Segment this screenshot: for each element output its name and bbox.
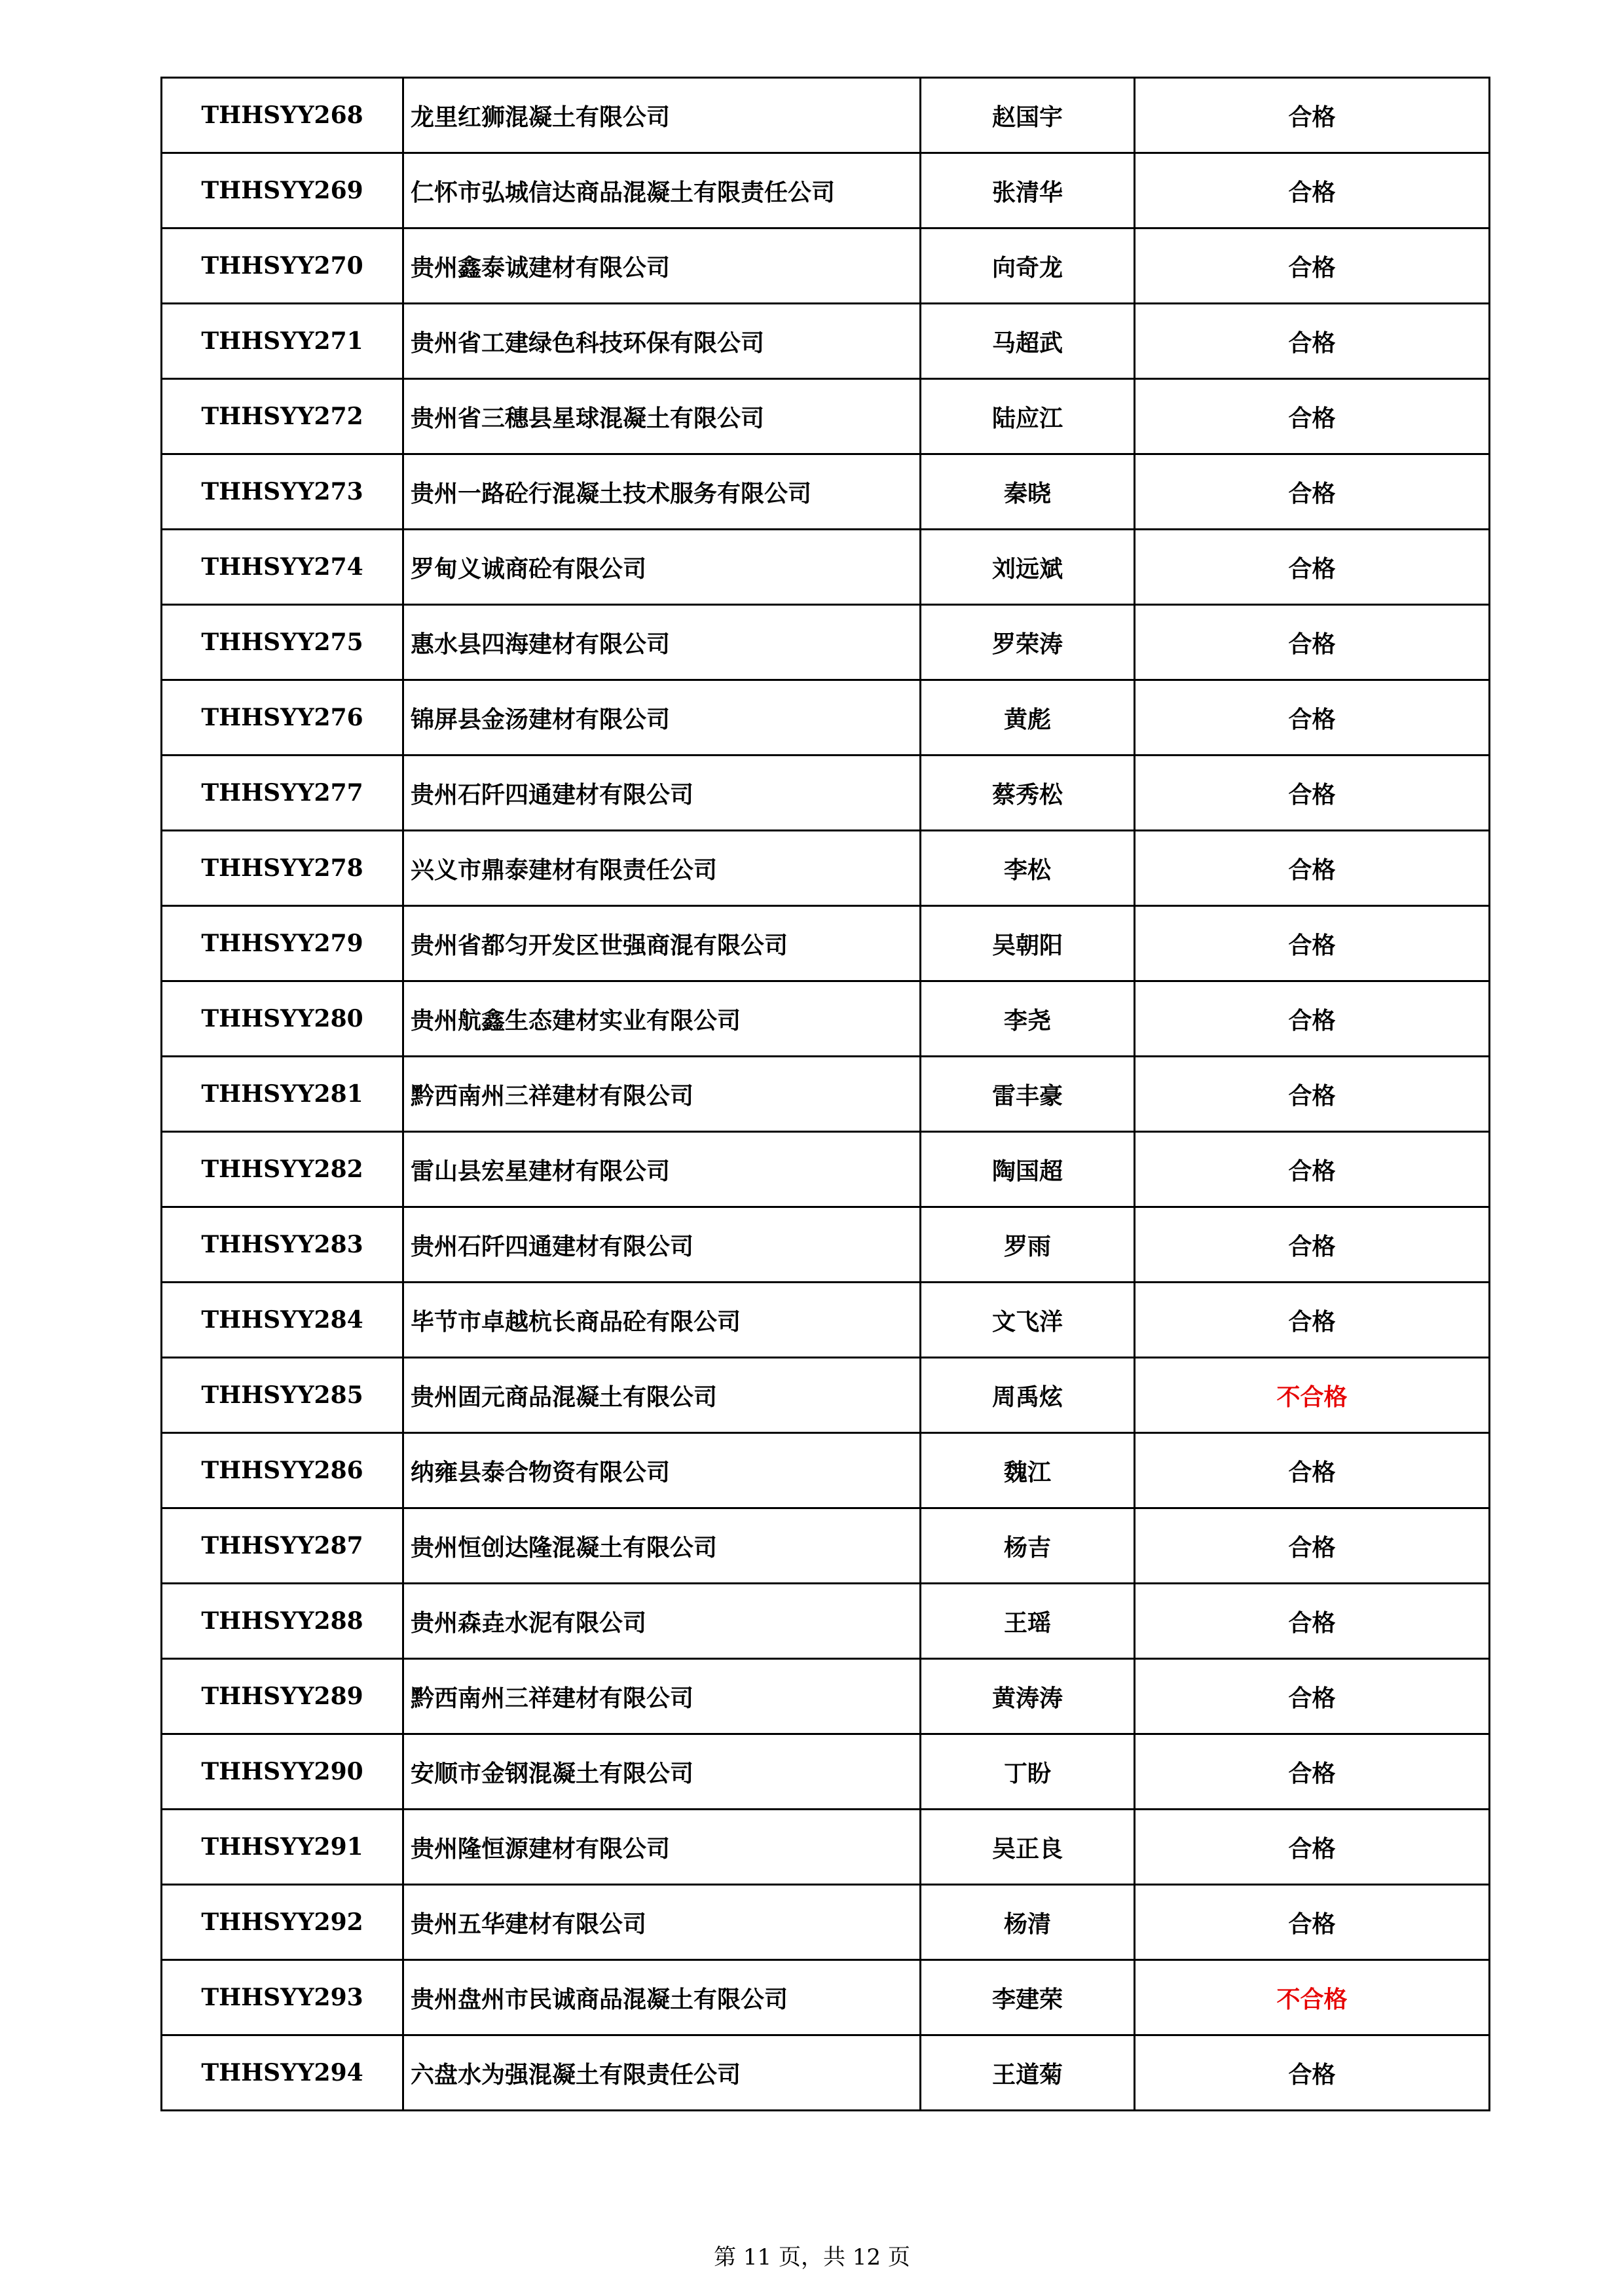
table-row: [162, 906, 1490, 981]
result-cell: 不合格: [1135, 1358, 1490, 1433]
result-cell: 合格: [1135, 1584, 1490, 1659]
table-row: [162, 379, 1490, 454]
code-cell: THHSYY274: [162, 530, 403, 605]
company-cell: 毕节市卓越杭长商品砼有限公司: [403, 1283, 921, 1358]
table-row: [162, 1358, 1490, 1433]
code-cell: THHSYY281: [162, 1057, 403, 1132]
table-row: [162, 1057, 1490, 1132]
company-cell: 贵州一路砼行混凝土技术服务有限公司: [403, 454, 921, 530]
company-cell: 安顺市金钢混凝土有限公司: [403, 1734, 921, 1810]
person-cell: 吴朝阳: [921, 906, 1135, 981]
code-cell: THHSYY291: [162, 1810, 403, 1885]
table-row: [162, 1734, 1490, 1810]
company-cell: 雷山县宏星建材有限公司: [403, 1132, 921, 1207]
code-cell: THHSYY280: [162, 981, 403, 1057]
person-cell: 王瑶: [921, 1584, 1135, 1659]
company-cell: 贵州石阡四通建材有限公司: [403, 1207, 921, 1283]
person-cell: 秦晓: [921, 454, 1135, 530]
result-cell: 合格: [1135, 1207, 1490, 1283]
company-cell: 贵州固元商品混凝土有限公司: [403, 1358, 921, 1433]
table-row: [162, 1132, 1490, 1207]
result-cell: 合格: [1135, 756, 1490, 831]
table-row: [162, 1207, 1490, 1283]
table-row: [162, 1433, 1490, 1508]
person-cell: 杨吉: [921, 1508, 1135, 1584]
code-cell: THHSYY273: [162, 454, 403, 530]
person-cell: 黄彪: [921, 680, 1135, 756]
company-cell: 黔西南州三祥建材有限公司: [403, 1659, 921, 1734]
company-cell: 贵州省都匀开发区世强商混有限公司: [403, 906, 921, 981]
person-cell: 陆应江: [921, 379, 1135, 454]
company-cell: 贵州鑫泰诚建材有限公司: [403, 228, 921, 304]
company-cell: 锦屏县金汤建材有限公司: [403, 680, 921, 756]
result-cell: 合格: [1135, 981, 1490, 1057]
company-cell: 贵州石阡四通建材有限公司: [403, 756, 921, 831]
table-row: [162, 1584, 1490, 1659]
result-cell: 合格: [1135, 1283, 1490, 1358]
company-cell: 贵州五华建材有限公司: [403, 1885, 921, 1960]
table-row: [162, 1810, 1490, 1885]
result-cell: 合格: [1135, 228, 1490, 304]
person-cell: 张清华: [921, 153, 1135, 228]
code-cell: THHSYY268: [162, 78, 403, 153]
table-row: [162, 454, 1490, 530]
result-cell: 合格: [1135, 1132, 1490, 1207]
table-row: [162, 228, 1490, 304]
code-cell: THHSYY294: [162, 2035, 403, 2111]
company-cell: 贵州省三穗县星球混凝土有限公司: [403, 379, 921, 454]
result-cell: 合格: [1135, 530, 1490, 605]
person-cell: 吴正良: [921, 1810, 1135, 1885]
company-cell: 贵州盘州市民诚商品混凝土有限公司: [403, 1960, 921, 2035]
person-cell: 刘远斌: [921, 530, 1135, 605]
person-cell: 李尧: [921, 981, 1135, 1057]
result-cell: 合格: [1135, 304, 1490, 379]
person-cell: 杨清: [921, 1885, 1135, 1960]
result-cell: 合格: [1135, 454, 1490, 530]
company-cell: 贵州恒创达隆混凝土有限公司: [403, 1508, 921, 1584]
result-cell: 合格: [1135, 1057, 1490, 1132]
person-cell: 文飞洋: [921, 1283, 1135, 1358]
table-row: [162, 981, 1490, 1057]
results-table: [160, 77, 1490, 2111]
table-row: [162, 756, 1490, 831]
result-cell: 合格: [1135, 1508, 1490, 1584]
table-row: [162, 1283, 1490, 1358]
code-cell: THHSYY282: [162, 1132, 403, 1207]
result-cell: 合格: [1135, 78, 1490, 153]
code-cell: THHSYY271: [162, 304, 403, 379]
code-cell: THHSYY270: [162, 228, 403, 304]
table-row: [162, 530, 1490, 605]
table-row: [162, 153, 1490, 228]
company-cell: 贵州森垚水泥有限公司: [403, 1584, 921, 1659]
table-row: [162, 2035, 1490, 2111]
result-cell: 合格: [1135, 831, 1490, 906]
code-cell: THHSYY276: [162, 680, 403, 756]
person-cell: 陶国超: [921, 1132, 1135, 1207]
code-cell: THHSYY285: [162, 1358, 403, 1433]
result-cell: 合格: [1135, 379, 1490, 454]
code-cell: THHSYY279: [162, 906, 403, 981]
code-cell: THHSYY269: [162, 153, 403, 228]
person-cell: 雷丰豪: [921, 1057, 1135, 1132]
code-cell: THHSYY287: [162, 1508, 403, 1584]
company-cell: 兴义市鼎泰建材有限责任公司: [403, 831, 921, 906]
company-cell: 黔西南州三祥建材有限公司: [403, 1057, 921, 1132]
table-row: [162, 1659, 1490, 1734]
table-row: [162, 304, 1490, 379]
table-row: [162, 605, 1490, 680]
company-cell: 纳雍县泰合物资有限公司: [403, 1433, 921, 1508]
code-cell: THHSYY284: [162, 1283, 403, 1358]
company-cell: 仁怀市弘城信达商品混凝土有限责任公司: [403, 153, 921, 228]
person-cell: 李松: [921, 831, 1135, 906]
person-cell: 黄涛涛: [921, 1659, 1135, 1734]
result-cell: 不合格: [1135, 1960, 1490, 2035]
result-cell: 合格: [1135, 1734, 1490, 1810]
person-cell: 王道菊: [921, 2035, 1135, 2111]
person-cell: 蔡秀松: [921, 756, 1135, 831]
table-row: [162, 78, 1490, 153]
code-cell: THHSYY278: [162, 831, 403, 906]
company-cell: 贵州航鑫生态建材实业有限公司: [403, 981, 921, 1057]
code-cell: THHSYY286: [162, 1433, 403, 1508]
table-row: [162, 680, 1490, 756]
table-row: [162, 831, 1490, 906]
table-row: [162, 1885, 1490, 1960]
result-cell: 合格: [1135, 680, 1490, 756]
page-number-footer: 第 11 页，共 12 页: [714, 2244, 910, 2270]
result-cell: 合格: [1135, 1659, 1490, 1734]
result-cell: 合格: [1135, 605, 1490, 680]
code-cell: THHSYY277: [162, 756, 403, 831]
company-cell: 龙里红狮混凝土有限公司: [403, 78, 921, 153]
company-cell: 惠水县四海建材有限公司: [403, 605, 921, 680]
code-cell: THHSYY292: [162, 1885, 403, 1960]
result-cell: 合格: [1135, 1885, 1490, 1960]
person-cell: 罗雨: [921, 1207, 1135, 1283]
company-cell: 贵州隆恒源建材有限公司: [403, 1810, 921, 1885]
result-cell: 合格: [1135, 153, 1490, 228]
person-cell: 周禹炫: [921, 1358, 1135, 1433]
company-cell: 六盘水为强混凝土有限责任公司: [403, 2035, 921, 2111]
code-cell: THHSYY290: [162, 1734, 403, 1810]
person-cell: 马超武: [921, 304, 1135, 379]
table-body: [162, 78, 1490, 2111]
person-cell: 魏江: [921, 1433, 1135, 1508]
person-cell: 罗荣涛: [921, 605, 1135, 680]
result-cell: 合格: [1135, 2035, 1490, 2111]
code-cell: THHSYY289: [162, 1659, 403, 1734]
result-cell: 合格: [1135, 906, 1490, 981]
code-cell: THHSYY293: [162, 1960, 403, 2035]
code-cell: THHSYY275: [162, 605, 403, 680]
table-row: [162, 1960, 1490, 2035]
company-cell: 贵州省工建绿色科技环保有限公司: [403, 304, 921, 379]
table-row: [162, 1508, 1490, 1584]
company-cell: 罗甸义诚商砼有限公司: [403, 530, 921, 605]
person-cell: 李建荣: [921, 1960, 1135, 2035]
code-cell: THHSYY288: [162, 1584, 403, 1659]
person-cell: 丁盼: [921, 1734, 1135, 1810]
code-cell: THHSYY283: [162, 1207, 403, 1283]
code-cell: THHSYY272: [162, 379, 403, 454]
result-cell: 合格: [1135, 1810, 1490, 1885]
person-cell: 向奇龙: [921, 228, 1135, 304]
person-cell: 赵国宇: [921, 78, 1135, 153]
result-cell: 合格: [1135, 1433, 1490, 1508]
